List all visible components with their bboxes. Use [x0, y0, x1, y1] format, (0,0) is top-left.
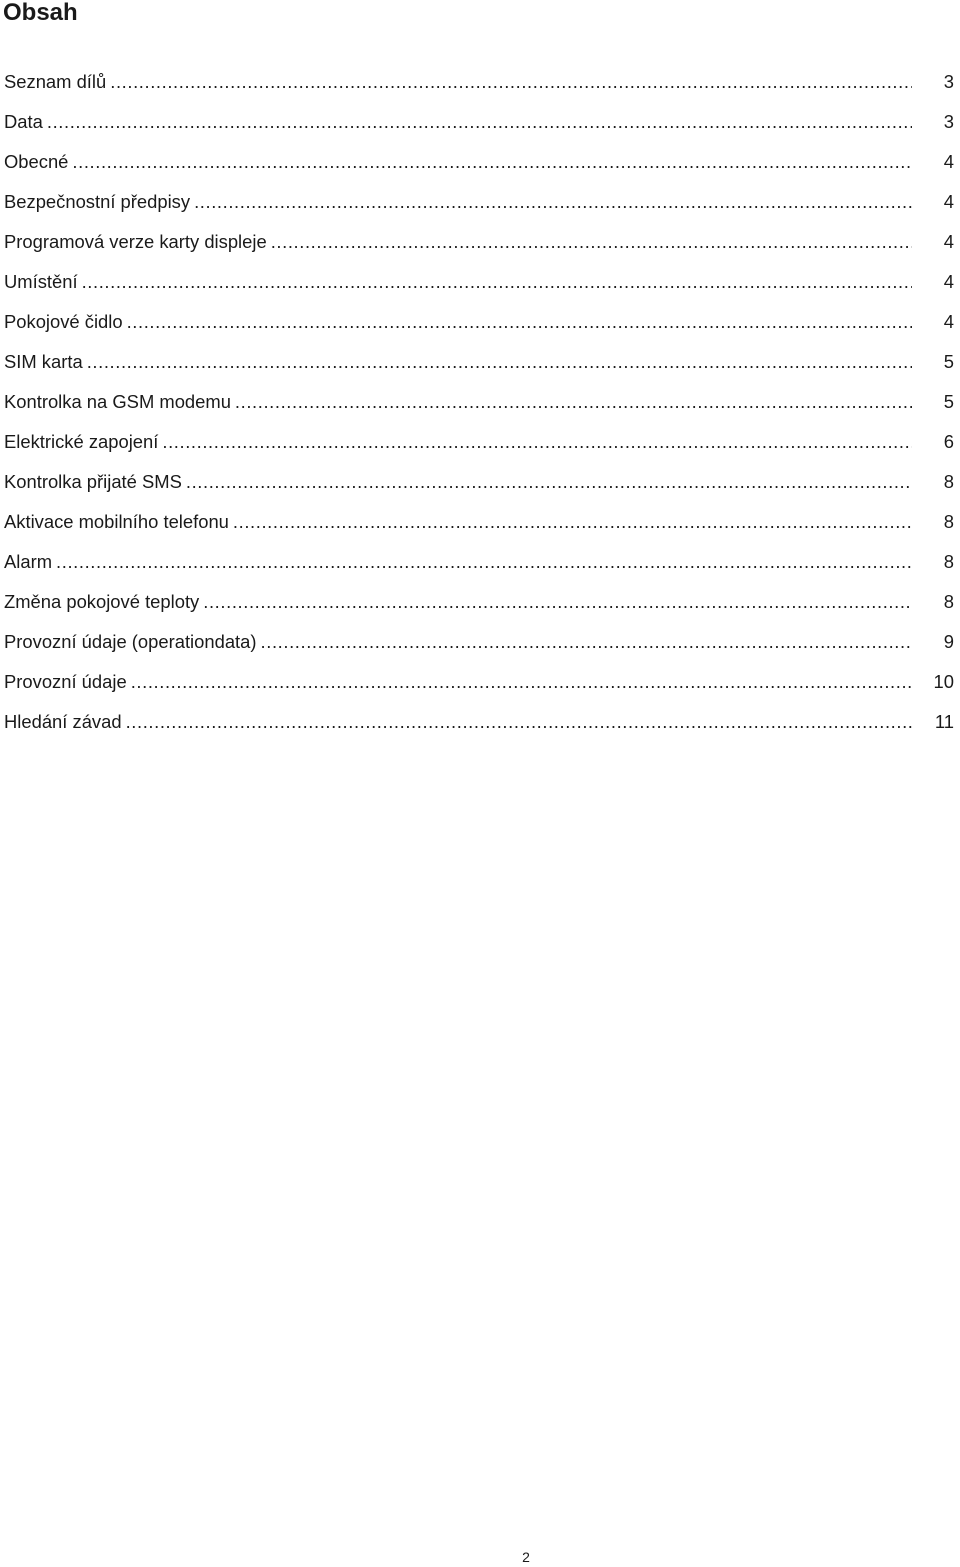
toc-entry-title: Alarm: [4, 547, 52, 577]
dot-leader: [82, 267, 912, 297]
dot-leader: [203, 587, 912, 617]
page-title: Obsah: [3, 0, 78, 26]
toc-entry[interactable]: [4, 262, 960, 302]
toc-entry-title: SIM karta: [4, 347, 83, 377]
toc-entry-title: Kontrolka na GSM modemu: [4, 387, 231, 417]
toc-entry-title: Data: [4, 107, 43, 137]
dot-leader: [261, 627, 912, 657]
toc-entry-page: 8: [943, 471, 954, 492]
toc-entry-page: 4: [943, 151, 954, 172]
toc-entry-title: Elektrické zapojení: [4, 427, 158, 457]
toc-entry[interactable]: [4, 702, 960, 742]
toc-entry-page: 6: [943, 431, 954, 452]
dot-leader: [235, 387, 912, 417]
toc-entry[interactable]: [4, 102, 960, 142]
dot-leader: [186, 467, 912, 497]
toc-entry[interactable]: [4, 422, 960, 462]
toc-entry-page: 4: [943, 231, 954, 252]
dot-leader: [72, 147, 912, 177]
toc-entry[interactable]: [4, 222, 960, 262]
toc-entry[interactable]: [4, 382, 960, 422]
toc-entry[interactable]: [4, 622, 960, 662]
toc-entry-page: 9: [943, 631, 954, 652]
dot-leader: [127, 307, 912, 337]
table-of-contents: [4, 62, 960, 742]
toc-entry-title: Bezpečnostní předpisy: [4, 187, 190, 217]
toc-entry-page: 10: [933, 671, 954, 692]
toc-entry-title: Kontrolka přijaté SMS: [4, 467, 182, 497]
toc-entry[interactable]: [4, 182, 960, 222]
toc-entry-page: 8: [943, 551, 954, 572]
toc-entry-page: 8: [943, 511, 954, 532]
toc-entry-title: Umístění: [4, 267, 78, 297]
toc-entry-page: 4: [943, 311, 954, 332]
toc-entry-title: Provozní údaje: [4, 667, 127, 697]
dot-leader: [131, 667, 912, 697]
toc-entry[interactable]: [4, 62, 960, 102]
toc-entry-title: Aktivace mobilního telefonu: [4, 507, 229, 537]
toc-entry-page: 8: [943, 591, 954, 612]
toc-entry-page: 3: [943, 71, 954, 92]
toc-entry[interactable]: [4, 462, 960, 502]
dot-leader: [194, 187, 912, 217]
toc-entry-page: 4: [943, 271, 954, 292]
toc-entry-page: 5: [943, 351, 954, 372]
dot-leader: [110, 67, 912, 97]
toc-entry[interactable]: [4, 542, 960, 582]
dot-leader: [271, 227, 912, 257]
toc-entry-title: Obecné: [4, 147, 68, 177]
dot-leader: [87, 347, 912, 377]
toc-entry[interactable]: [4, 302, 960, 342]
toc-entry-page: 3: [943, 111, 954, 132]
toc-entry-page: 4: [943, 191, 954, 212]
toc-entry-title: Seznam dílů: [4, 67, 106, 97]
dot-leader: [126, 707, 912, 737]
dot-leader: [47, 107, 912, 137]
toc-entry[interactable]: [4, 662, 960, 702]
page-number: 2: [522, 1549, 530, 1565]
toc-entry[interactable]: [4, 582, 960, 622]
dot-leader: [233, 507, 912, 537]
toc-entry-title: Pokojové čidlo: [4, 307, 123, 337]
toc-entry[interactable]: [4, 142, 960, 182]
toc-entry[interactable]: [4, 502, 960, 542]
dot-leader: [162, 427, 912, 457]
toc-entry-title: Provozní údaje (operationdata): [4, 627, 257, 657]
toc-entry-page: 11: [934, 711, 954, 732]
toc-entry-title: Hledání závad: [4, 707, 122, 737]
toc-entry-page: 5: [943, 391, 954, 412]
dot-leader: [56, 547, 912, 577]
toc-entry-title: Změna pokojové teploty: [4, 587, 199, 617]
toc-entry-title: Programová verze karty displeje: [4, 227, 267, 257]
toc-entry[interactable]: [4, 342, 960, 382]
